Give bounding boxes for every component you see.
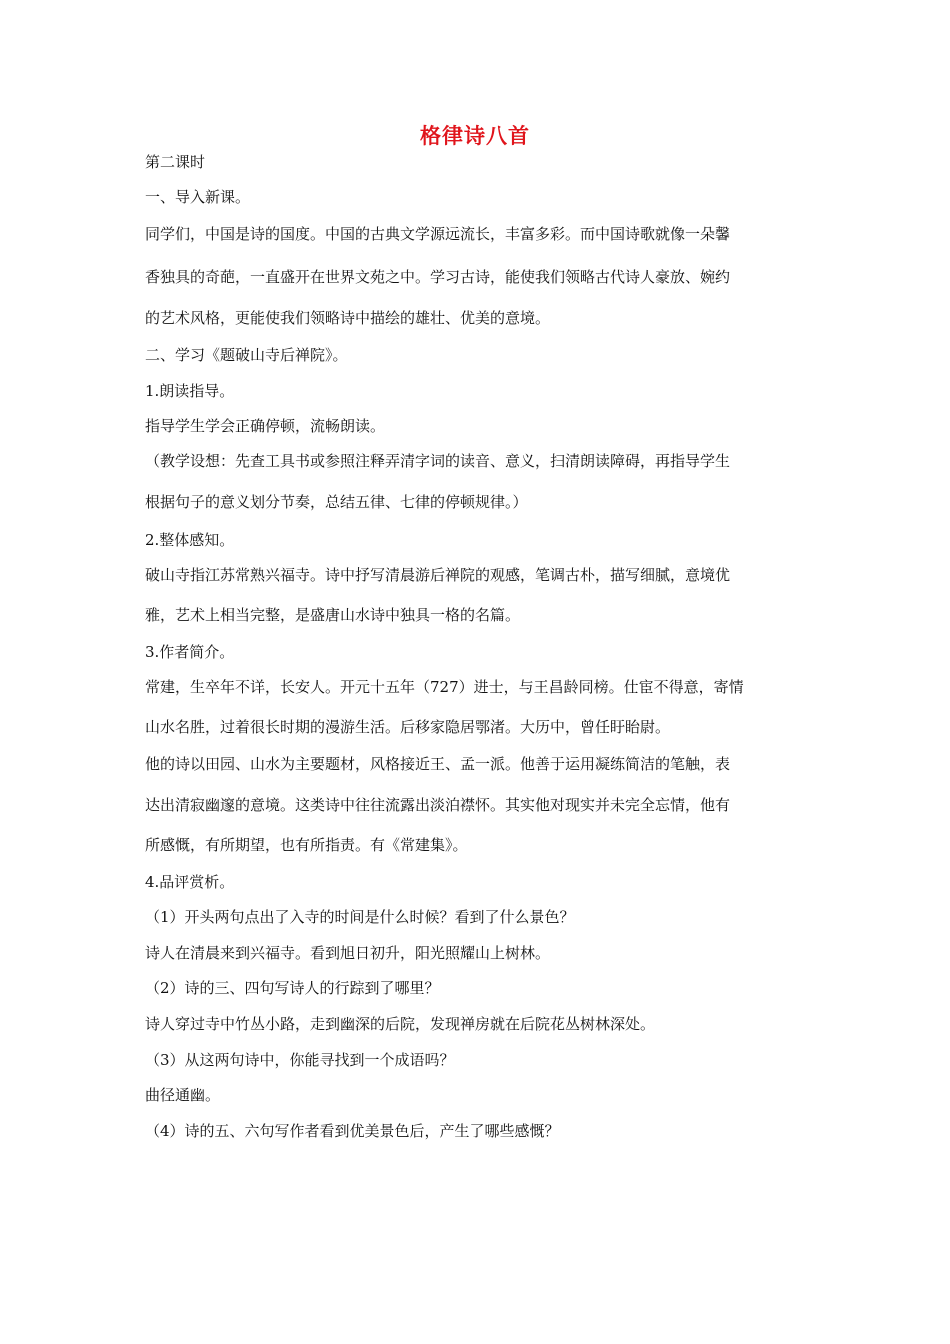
text-line-20: 4.品评赏析。 <box>145 873 235 891</box>
text-line-1: 第二课时 <box>145 153 206 171</box>
text-line-17: 他的诗以田园、山水为主要题材，风格接近王、孟一派。他善于运用凝练简洁的笔触，表 <box>145 755 731 773</box>
text-line-11: 2.整体感知。 <box>145 531 235 549</box>
text-line-4: 香独具的奇葩，一直盛开在世界文苑之中。学习古诗，能使我们领略古代诗人豪放、婉约 <box>145 268 731 286</box>
text-line-7: 1.朗读指导。 <box>145 382 235 400</box>
text-line-24: 诗人穿过寺中竹丛小路，走到幽深的后院，发现禅房就在后院花丛树林深处。 <box>145 1015 656 1033</box>
text-line-22: 诗人在清晨来到兴福寺。看到旭日初升，阳光照耀山上树林。 <box>145 944 551 962</box>
text-line-9: （教学设想：先查工具书或参照注释弄清字词的读音、意义，扫清朗读障碍，再指导学生 <box>145 452 731 470</box>
text-line-3: 同学们，中国是诗的国度。中国的古典文学源远流长，丰富多彩。而中国诗歌就像一朵馨 <box>145 225 731 243</box>
text-line-25: （3）从这两句诗中，你能寻找到一个成语吗？ <box>145 1051 455 1069</box>
text-line-13: 雅，艺术上相当完整，是盛唐山水诗中独具一格的名篇。 <box>145 606 521 624</box>
text-line-21: （1）开头两句点出了入寺的时间是什么时候？看到了什么景色？ <box>145 908 575 926</box>
text-line-14: 3.作者简介。 <box>145 643 235 661</box>
text-line-18: 达出清寂幽邃的意境。这类诗中往往流露出淡泊襟怀。其实他对现实并未完全忘情，他有 <box>145 796 731 814</box>
text-line-16: 山水名胜，过着很长时期的漫游生活。后移家隐居鄂渚。大历中，曾任盱眙尉。 <box>145 718 671 736</box>
text-line-12: 破山寺指江苏常熟兴福寺。诗中抒写清晨游后禅院的观感，笔调古朴，描写细腻，意境优 <box>145 566 731 584</box>
text-line-5: 的艺术风格，更能使我们领略诗中描绘的雄壮、优美的意境。 <box>145 309 551 327</box>
text-line-15: 常建，生卒年不详，长安人。开元十五年（727）进士，与王昌龄同榜。仕宦不得意，寄情 <box>145 678 744 696</box>
text-line-26: 曲径通幽。 <box>145 1086 221 1104</box>
text-line-23: （2）诗的三、四句写诗人的行踪到了哪里？ <box>145 979 440 997</box>
text-line-2: 一、导入新课。 <box>145 188 251 206</box>
document-title: 格律诗八首 <box>420 124 530 148</box>
text-line-10: 根据句子的意义划分节奏，总结五律、七律的停顿规律。） <box>145 493 528 511</box>
text-line-19: 所感慨，有所期望，也有所指责。有《常建集》。 <box>145 836 468 854</box>
text-line-8: 指导学生学会正确停顿，流畅朗读。 <box>145 417 386 435</box>
text-line-6: 二、学习《题破山寺后禅院》。 <box>145 346 348 364</box>
text-line-27: （4）诗的五、六句写作者看到优美景色后，产生了哪些感慨？ <box>145 1122 560 1140</box>
